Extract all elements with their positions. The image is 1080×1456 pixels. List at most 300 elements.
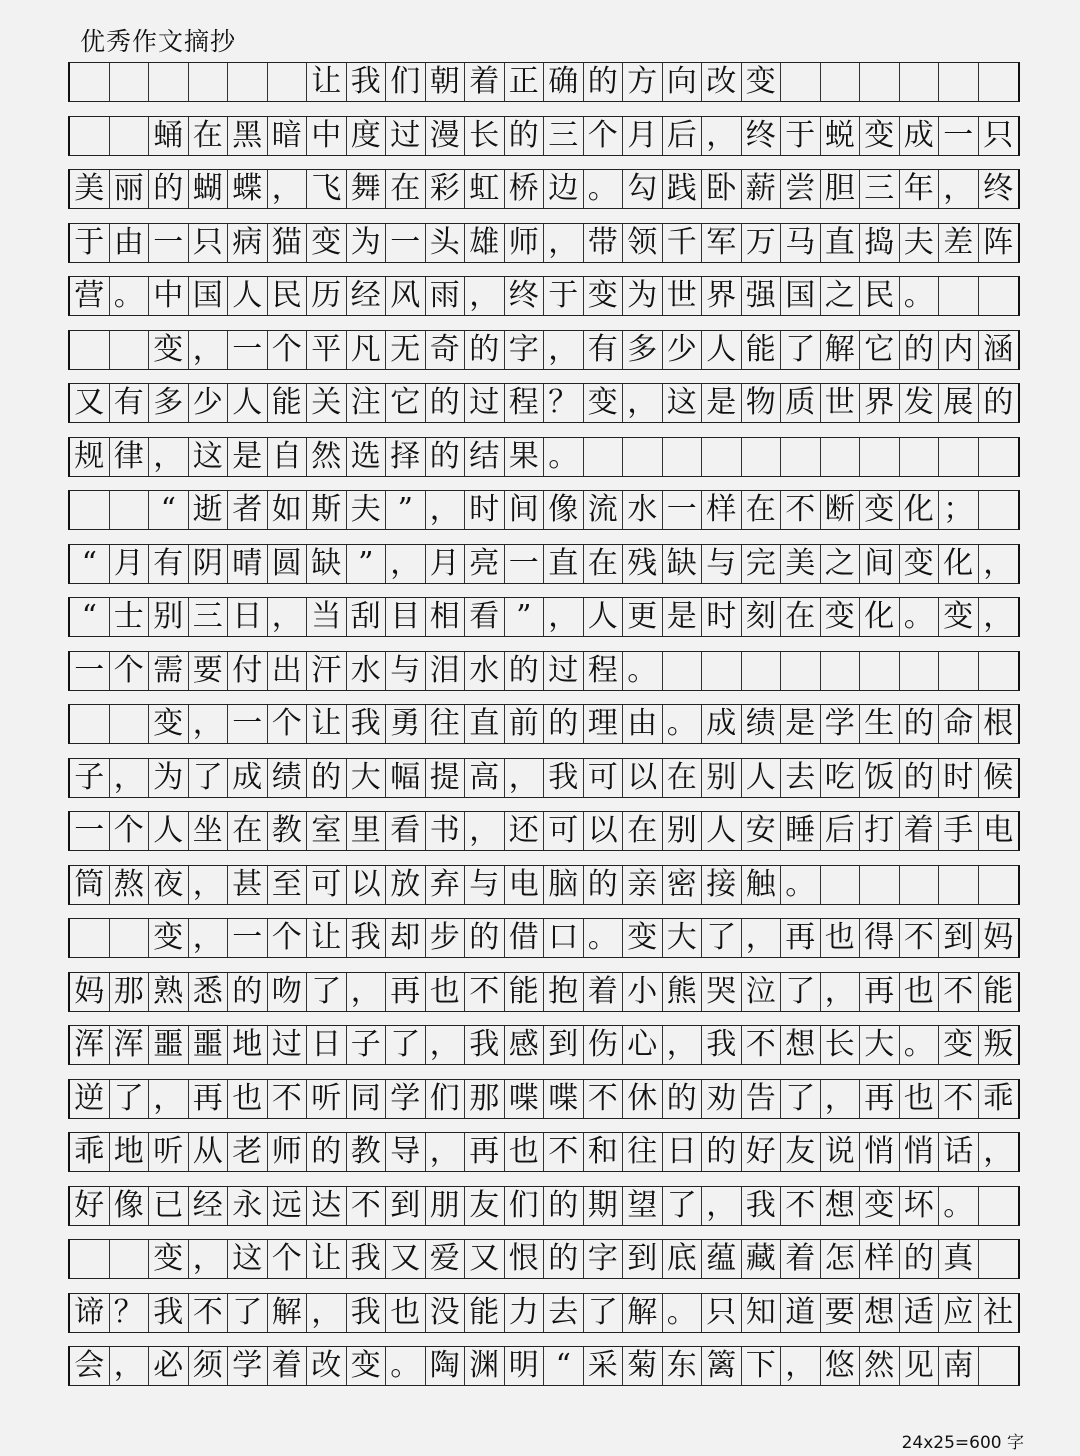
grid-cell: 卧 xyxy=(702,170,742,208)
grid-cell: ， xyxy=(821,1080,861,1118)
grid-cell: 发 xyxy=(900,384,940,422)
grid-cell: 向 xyxy=(663,63,703,101)
grid-cell: 电 xyxy=(983,813,1014,848)
grid-cell: 夫 xyxy=(900,224,940,262)
grid-cell: 适 xyxy=(900,1294,940,1332)
grid-cell: 无 xyxy=(386,331,426,369)
grid-cell: 只 xyxy=(702,1294,742,1332)
grid-cell: ” xyxy=(505,598,545,636)
grid-cell: 友 xyxy=(465,1187,505,1225)
grid-cell: 怎 xyxy=(821,1240,861,1278)
grid-cell: 也 xyxy=(821,919,861,957)
grid-cell: 变 xyxy=(584,277,624,315)
grid-cell: 如 xyxy=(268,491,308,529)
grid-cell: ， xyxy=(465,277,505,315)
grid-cell xyxy=(979,1347,1019,1385)
grid-cell: 美 xyxy=(781,545,821,583)
grid-cell: 放 xyxy=(386,866,426,904)
grid-cell: 弃 xyxy=(426,866,466,904)
grid-cell: 蕴 xyxy=(702,1240,742,1278)
grid-cell: 想 xyxy=(860,1294,900,1332)
grid-cell: 相 xyxy=(426,598,466,636)
grid-row xyxy=(68,704,1020,744)
grid-row xyxy=(68,544,1020,584)
grid-cell: 由 xyxy=(110,224,150,262)
grid-cell: “ xyxy=(70,598,110,636)
grid-cell: “ xyxy=(544,1347,584,1385)
grid-cell: 更 xyxy=(623,598,663,636)
grid-cell: 丽 xyxy=(110,170,150,208)
grid-cell: ” xyxy=(386,491,426,529)
grid-cell: 乖 xyxy=(983,1080,1014,1116)
grid-cell: 个 xyxy=(110,652,150,690)
grid-cell: 出 xyxy=(268,652,308,690)
grid-cell: 大 xyxy=(347,759,387,797)
grid-cell: 与 xyxy=(386,652,426,690)
grid-cell: 我 xyxy=(347,63,387,101)
grid-cell: 头 xyxy=(426,224,466,262)
grid-cell: 谛 xyxy=(70,1294,110,1332)
grid-cell: 尝 xyxy=(781,170,821,208)
grid-cell: 由 xyxy=(623,705,663,743)
grid-cell: 变 xyxy=(149,1240,189,1278)
grid-row xyxy=(68,169,1020,209)
grid-cell: 士 xyxy=(110,598,150,636)
grid-cell xyxy=(70,919,110,957)
grid-cell: 人 xyxy=(702,812,742,850)
grid-cell: 这 xyxy=(189,438,229,476)
grid-cell: 民 xyxy=(268,277,308,315)
grid-cell: 桥 xyxy=(505,170,545,208)
grid-cell: 后 xyxy=(821,812,861,850)
grid-cell: 力 xyxy=(505,1294,545,1332)
grid-cell: 以 xyxy=(623,759,663,797)
grid-cell: 时 xyxy=(465,491,505,529)
grid-cell: 菊 xyxy=(623,1347,663,1385)
grid-cell: 成 xyxy=(702,705,742,743)
grid-cell: 展 xyxy=(939,384,979,422)
grid-cell: 中 xyxy=(307,117,347,155)
grid-cell: 着 xyxy=(465,63,505,101)
grid-row xyxy=(68,1132,1020,1172)
grid-cell: 化 xyxy=(939,545,979,583)
grid-cell: 凡 xyxy=(347,331,387,369)
grid-cell: 长 xyxy=(821,1026,861,1064)
grid-cell: 真 xyxy=(939,1240,979,1278)
grid-cell: 不 xyxy=(742,1026,782,1064)
grid-cell: 彩 xyxy=(426,170,466,208)
grid-cell: 少 xyxy=(189,384,229,422)
grid-cell: 悠 xyxy=(821,1347,861,1385)
grid-cell: 了 xyxy=(189,759,229,797)
grid-cell: 还 xyxy=(505,812,545,850)
grid-cell: 说 xyxy=(821,1133,861,1171)
grid-cell: 民 xyxy=(860,277,900,315)
grid-cell: 胆 xyxy=(821,170,861,208)
grid-cell: 休 xyxy=(623,1080,663,1118)
grid-cell: 长 xyxy=(465,117,505,155)
grid-cell xyxy=(900,866,940,904)
grid-cell: 飞 xyxy=(307,170,347,208)
grid-cell: 要 xyxy=(821,1294,861,1332)
grid-cell: 高 xyxy=(465,759,505,797)
grid-cell: 好 xyxy=(70,1187,110,1225)
grid-cell xyxy=(860,63,900,101)
grid-cell: ， xyxy=(702,1187,742,1225)
grid-cell: 界 xyxy=(860,384,900,422)
grid-cell: 师 xyxy=(505,224,545,262)
grid-cell: 哭 xyxy=(702,973,742,1011)
grid-cell: 能 xyxy=(268,384,308,422)
grid-cell: 。 xyxy=(584,170,624,208)
grid-cell: 远 xyxy=(268,1187,308,1225)
grid-cell: 的 xyxy=(307,1133,347,1171)
grid-cell xyxy=(979,866,1019,904)
grid-cell xyxy=(979,277,1019,315)
grid-cell: 的 xyxy=(149,170,189,208)
grid-cell: 了 xyxy=(781,1080,821,1118)
grid-cell xyxy=(939,652,979,690)
grid-cell: 个 xyxy=(268,1240,308,1278)
grid-cell: ， xyxy=(307,1294,347,1332)
grid-row xyxy=(68,223,1020,263)
grid-cell: 过 xyxy=(465,384,505,422)
grid-cell: 物 xyxy=(742,384,782,422)
grid-cell: 浑 xyxy=(70,1026,110,1064)
grid-cell: 了 xyxy=(781,331,821,369)
grid-cell: ， xyxy=(110,759,150,797)
grid-cell: 我 xyxy=(465,1026,505,1064)
grid-cell: 个 xyxy=(268,331,308,369)
grid-cell: 关 xyxy=(307,384,347,422)
grid-cell: 社 xyxy=(983,1294,1014,1330)
grid-cell: 借 xyxy=(505,919,545,957)
grid-size-label: 24x25=600 字 xyxy=(901,1433,1024,1453)
grid-cell: 这 xyxy=(663,384,703,422)
grid-cell: ， xyxy=(544,598,584,636)
grid-cell: 夜 xyxy=(149,866,189,904)
grid-cell: 的 xyxy=(900,331,940,369)
grid-cell: 道 xyxy=(781,1294,821,1332)
grid-cell: 付 xyxy=(228,652,268,690)
grid-cell: 恨 xyxy=(505,1240,545,1278)
grid-cell: 一 xyxy=(939,117,979,155)
grid-cell: 幅 xyxy=(386,759,426,797)
grid-cell xyxy=(900,652,940,690)
grid-cell: 平 xyxy=(307,331,347,369)
grid-cell: 篱 xyxy=(702,1347,742,1385)
grid-cell: 人 xyxy=(742,759,782,797)
grid-cell: 密 xyxy=(663,866,703,904)
grid-cell: 的 xyxy=(544,1240,584,1278)
grid-cell: 妈 xyxy=(70,973,110,1011)
grid-row xyxy=(68,330,1020,370)
grid-cell: 小 xyxy=(623,973,663,1011)
grid-cell: 师 xyxy=(268,1133,308,1171)
grid-cell: 明 xyxy=(505,1347,545,1385)
grid-cell: ， xyxy=(347,973,387,1011)
grid-cell: 晴 xyxy=(228,545,268,583)
grid-cell: 在 xyxy=(623,812,663,850)
grid-cell: 看 xyxy=(465,598,505,636)
grid-cell: 伤 xyxy=(584,1026,624,1064)
grid-cell: 经 xyxy=(189,1187,229,1225)
grid-cell: 教 xyxy=(268,812,308,850)
grid-cell: 漫 xyxy=(426,117,466,155)
grid-cell: 三 xyxy=(860,170,900,208)
grid-cell: 。 xyxy=(584,919,624,957)
grid-row xyxy=(68,276,1020,316)
grid-cell: 世 xyxy=(663,277,703,315)
grid-cell: 变 xyxy=(939,598,979,636)
grid-row xyxy=(68,116,1020,156)
grid-cell: 熊 xyxy=(663,973,703,1011)
grid-cell xyxy=(900,438,940,476)
grid-cell: 朋 xyxy=(426,1187,466,1225)
grid-cell: 改 xyxy=(702,63,742,101)
grid-row xyxy=(68,865,1020,905)
grid-cell: 甚 xyxy=(228,866,268,904)
grid-cell: ， xyxy=(386,545,426,583)
grid-cell xyxy=(781,438,821,476)
grid-cell: 望 xyxy=(623,1187,663,1225)
grid-cell: 熟 xyxy=(149,973,189,1011)
grid-cell: 逝 xyxy=(189,491,229,529)
grid-cell: 子 xyxy=(70,759,110,797)
grid-cell: 字 xyxy=(584,1240,624,1278)
grid-cell: 是 xyxy=(781,705,821,743)
grid-cell xyxy=(110,491,150,529)
grid-cell: 脑 xyxy=(544,866,584,904)
grid-cell: 也 xyxy=(386,1294,426,1332)
grid-cell: 的 xyxy=(544,705,584,743)
grid-cell: 绩 xyxy=(742,705,782,743)
grid-cell: 话 xyxy=(939,1133,979,1171)
grid-cell: 听 xyxy=(307,1080,347,1118)
grid-cell: 断 xyxy=(821,491,861,529)
grid-cell: 阵 xyxy=(983,224,1014,260)
grid-cell: 前 xyxy=(505,705,545,743)
grid-cell: 子 xyxy=(347,1026,387,1064)
grid-cell: 少 xyxy=(663,331,703,369)
grid-cell: 正 xyxy=(505,63,545,101)
grid-cell: 不 xyxy=(900,919,940,957)
grid-cell: 一 xyxy=(228,331,268,369)
grid-cell: 睡 xyxy=(781,812,821,850)
grid-cell: 变 xyxy=(821,598,861,636)
grid-cell: 结 xyxy=(465,438,505,476)
grid-cell: 完 xyxy=(742,545,782,583)
grid-cell: 听 xyxy=(149,1133,189,1171)
grid-cell: 蝴 xyxy=(189,170,229,208)
grid-cell: ， xyxy=(189,705,229,743)
grid-cell: 样 xyxy=(702,491,742,529)
grid-cell: 是 xyxy=(702,384,742,422)
grid-cell: 只 xyxy=(189,224,229,262)
grid-cell: 变 xyxy=(307,224,347,262)
grid-cell: 黑 xyxy=(228,117,268,155)
grid-cell: 底 xyxy=(663,1240,703,1278)
grid-cell xyxy=(110,63,150,101)
grid-cell: 也 xyxy=(426,973,466,1011)
grid-cell: 。 xyxy=(900,598,940,636)
grid-cell: 去 xyxy=(781,759,821,797)
grid-cell: 的 xyxy=(307,759,347,797)
grid-cell: 书 xyxy=(426,812,466,850)
grid-cell: 水 xyxy=(347,652,387,690)
grid-cell: 为 xyxy=(149,759,189,797)
grid-cell: 不 xyxy=(584,1080,624,1118)
grid-cell: 变 xyxy=(584,384,624,422)
grid-cell: 领 xyxy=(623,224,663,262)
grid-cell: 室 xyxy=(307,812,347,850)
grid-cell: 之 xyxy=(821,545,861,583)
grid-cell: 能 xyxy=(465,1294,505,1332)
grid-cell: 的 xyxy=(663,1080,703,1118)
grid-cell: 一 xyxy=(70,652,110,690)
grid-cell: 着 xyxy=(900,812,940,850)
grid-cell: ， xyxy=(189,919,229,957)
grid-cell xyxy=(979,652,1019,690)
grid-cell xyxy=(70,331,110,369)
grid-cell: ， xyxy=(465,812,505,850)
grid-cell xyxy=(821,652,861,690)
grid-cell: 一 xyxy=(663,491,703,529)
grid-cell: 我 xyxy=(347,919,387,957)
grid-cell: 人 xyxy=(702,331,742,369)
grid-cell: 步 xyxy=(426,919,466,957)
grid-cell: 变 xyxy=(860,1187,900,1225)
grid-cell: 让 xyxy=(307,1240,347,1278)
grid-cell: 只 xyxy=(983,117,1014,153)
grid-cell xyxy=(663,438,703,476)
grid-cell: 我 xyxy=(347,705,387,743)
grid-cell: ， xyxy=(983,1134,1014,1169)
grid-cell: 奇 xyxy=(426,331,466,369)
grid-cell: 这 xyxy=(228,1240,268,1278)
grid-cell: 过 xyxy=(386,117,426,155)
grid-cell: 学 xyxy=(386,1080,426,1118)
grid-cell: 一 xyxy=(505,545,545,583)
grid-cell: 根 xyxy=(983,706,1014,741)
grid-cell: 暗 xyxy=(268,117,308,155)
grid-cell: 以 xyxy=(584,812,624,850)
grid-cell: 同 xyxy=(347,1080,387,1118)
grid-cell: 又 xyxy=(465,1240,505,1278)
grid-cell: 会 xyxy=(70,1347,110,1385)
notebook-header: 优秀作文摘抄 xyxy=(80,27,237,56)
grid-cell: 渊 xyxy=(465,1347,505,1385)
grid-cell: 也 xyxy=(900,973,940,1011)
grid-cell: 果 xyxy=(505,438,545,476)
grid-cell: 月 xyxy=(110,545,150,583)
grid-cell xyxy=(821,438,861,476)
grid-cell: 为 xyxy=(347,224,387,262)
grid-cell: 样 xyxy=(860,1240,900,1278)
grid-cell: 直 xyxy=(821,224,861,262)
grid-cell: 期 xyxy=(584,1187,624,1225)
grid-cell: 变 xyxy=(149,705,189,743)
grid-cell: “ xyxy=(70,545,110,583)
grid-cell: 不 xyxy=(347,1187,387,1225)
grid-cell: 我 xyxy=(347,1240,387,1278)
grid-cell: 命 xyxy=(939,705,979,743)
grid-row xyxy=(68,597,1020,637)
grid-cell: 化 xyxy=(900,491,940,529)
grid-cell: ， xyxy=(505,759,545,797)
grid-cell: ， xyxy=(189,866,229,904)
grid-cell: 间 xyxy=(505,491,545,529)
grid-cell: 得 xyxy=(860,919,900,957)
grid-cell: 的 xyxy=(900,705,940,743)
grid-cell: 心 xyxy=(623,1026,663,1064)
grid-cell: 们 xyxy=(386,63,426,101)
grid-cell: 。 xyxy=(663,705,703,743)
grid-cell: ” xyxy=(347,545,387,583)
grid-cell: 践 xyxy=(663,170,703,208)
grid-cell: 须 xyxy=(189,1347,229,1385)
grid-cell: 让 xyxy=(307,705,347,743)
grid-cell: “ xyxy=(149,491,189,529)
grid-cell: 噩 xyxy=(149,1026,189,1064)
grid-cell: ， xyxy=(781,1347,821,1385)
grid-cell: 阴 xyxy=(189,545,229,583)
grid-cell: 是 xyxy=(228,438,268,476)
grid-cell: 强 xyxy=(742,277,782,315)
grid-cell xyxy=(781,63,821,101)
grid-row xyxy=(68,62,1020,102)
grid-cell: 薪 xyxy=(742,170,782,208)
grid-cell: 的 xyxy=(584,866,624,904)
grid-cell: 候 xyxy=(983,759,1014,795)
grid-cell: 涵 xyxy=(983,331,1014,367)
grid-cell xyxy=(110,1240,150,1278)
grid-cell: 万 xyxy=(742,224,782,262)
grid-cell: 的 xyxy=(505,117,545,155)
grid-cell: 了 xyxy=(781,973,821,1011)
grid-cell: 地 xyxy=(110,1133,150,1171)
grid-cell: 吻 xyxy=(268,973,308,1011)
grid-cell: 喋 xyxy=(505,1080,545,1118)
grid-cell: 乖 xyxy=(70,1133,110,1171)
grid-cell: 学 xyxy=(821,705,861,743)
grid-cell: 缺 xyxy=(307,545,347,583)
grid-cell: ， xyxy=(268,170,308,208)
grid-cell: 界 xyxy=(702,277,742,315)
grid-cell: 历 xyxy=(307,277,347,315)
grid-cell: 在 xyxy=(386,170,426,208)
grid-cell: 勾 xyxy=(623,170,663,208)
grid-cell: 水 xyxy=(623,491,663,529)
grid-cell: 自 xyxy=(268,438,308,476)
grid-cell: 电 xyxy=(505,866,545,904)
grid-cell: 月 xyxy=(426,545,466,583)
grid-cell: 感 xyxy=(505,1026,545,1064)
grid-cell: 变 xyxy=(149,331,189,369)
grid-cell xyxy=(979,63,1019,101)
grid-cell xyxy=(860,866,900,904)
grid-cell: 不 xyxy=(781,491,821,529)
grid-cell: 差 xyxy=(939,224,979,262)
grid-cell xyxy=(623,438,663,476)
grid-cell: 人 xyxy=(584,598,624,636)
grid-cell: 好 xyxy=(742,1133,782,1171)
grid-cell: 中 xyxy=(149,277,189,315)
grid-cell: 想 xyxy=(821,1187,861,1225)
grid-cell: 与 xyxy=(702,545,742,583)
grid-cell: 绩 xyxy=(268,759,308,797)
grid-cell: ， xyxy=(544,224,584,262)
